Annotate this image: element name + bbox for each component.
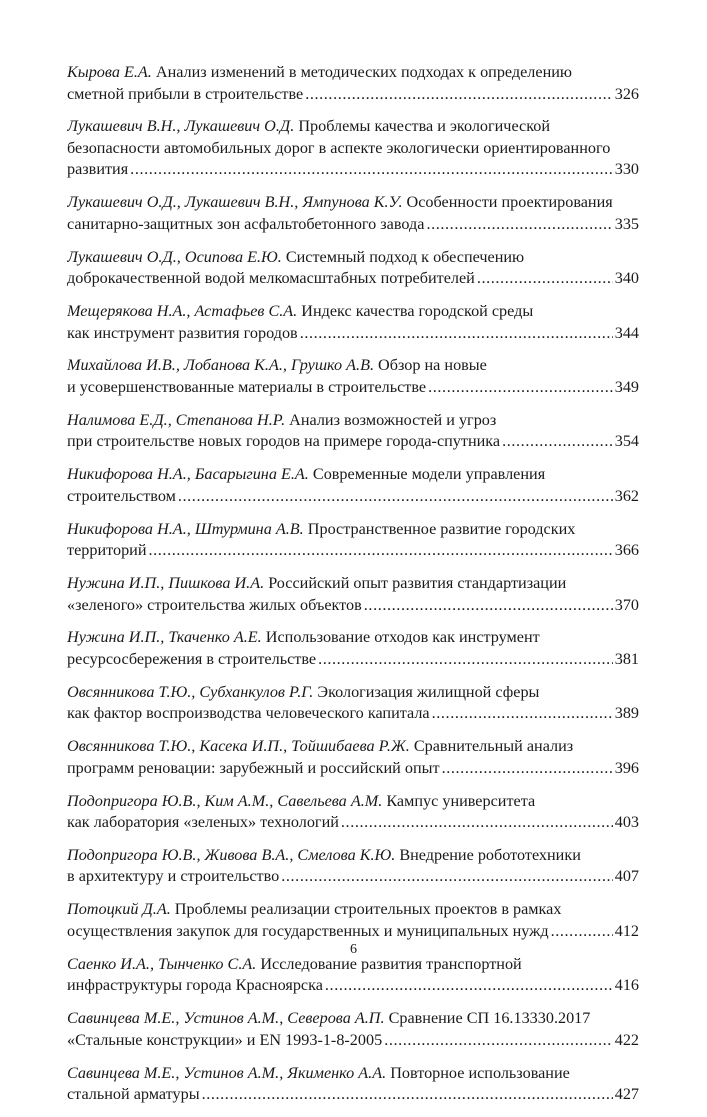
toc-entry-title-part: при строительстве новых городов на примере города-спутника xyxy=(67,432,501,451)
toc-entry-title-part: «Стальные конструкции» и EN 1993-1-8-2005 xyxy=(67,1030,383,1049)
dot-leader xyxy=(281,866,612,888)
toc-entry-page-number: 354 xyxy=(614,432,639,451)
toc-entry xyxy=(67,301,639,344)
toc-entry-text xyxy=(67,268,475,290)
toc-entry-line xyxy=(67,159,639,181)
toc-entry-title-part: Использование отходов как инструмент xyxy=(261,628,540,647)
toc-entry-title-part: Анализ возможностей и угроз xyxy=(285,410,497,429)
toc-entry-page-number: 326 xyxy=(614,84,639,103)
toc-entry-authors: Лукашевич О.Д., Осипова Е.Ю. xyxy=(67,247,282,266)
toc-entry-title-part: Сравнительный анализ xyxy=(409,737,574,756)
toc-entry-text xyxy=(67,323,298,345)
toc-entry-line xyxy=(67,377,639,399)
toc-entry-line xyxy=(67,62,639,84)
toc-entry-authors: Подопригора Ю.В., Ким А.М., Савельева А.М. xyxy=(67,791,383,810)
toc-entry-title-part: ресурсосбережения в строительстве xyxy=(67,649,317,668)
toc-entry-title-part: Особенности проектирования xyxy=(402,193,613,212)
toc-entry-title-part: сметной прибыли в строительстве xyxy=(67,84,304,103)
toc-entry-line xyxy=(67,573,639,595)
toc-entry xyxy=(67,355,639,398)
toc-entry-title-part: безопасности автомобильных дорог в аспекте экологически ориентированного xyxy=(67,138,611,157)
toc-entry-text xyxy=(67,302,533,320)
dot-leader xyxy=(428,377,613,399)
toc-entry-page-number: 335 xyxy=(614,214,639,233)
dot-leader xyxy=(432,703,613,725)
toc-entry xyxy=(67,682,639,725)
dot-leader xyxy=(442,758,613,780)
toc-entry-page-number: 403 xyxy=(614,813,639,832)
toc-entry-title-part: Проблемы качества и экологической xyxy=(294,117,551,136)
toc-entry-authors: Нужина И.П., Ткаченко А.Е. xyxy=(67,628,262,647)
toc-entry-title-part: как фактор воспроизводства человеческого капитала xyxy=(67,704,430,723)
toc-entry-page-number: 422 xyxy=(614,1030,639,1049)
toc-entry-text xyxy=(67,520,575,538)
toc-entry-authors: Никифорова Н.А., Штурмина А.В. xyxy=(67,519,304,538)
dot-leader xyxy=(318,649,613,671)
toc-entry-title-part: как инструмент развития городов xyxy=(67,323,298,342)
toc-entry-line xyxy=(67,1084,639,1106)
toc-entry-line xyxy=(67,1063,639,1085)
toc-entry-title-part: Пространственное развитие городских xyxy=(303,519,576,538)
dot-leader xyxy=(364,595,613,617)
toc-entry-title-part: Сравнение СП 16.13330.2017 xyxy=(384,1009,591,1028)
dot-leader xyxy=(148,540,612,562)
toc-entry-authors: Потоцкий Д.А. xyxy=(67,900,171,919)
toc-entry-line xyxy=(67,845,639,867)
toc-entry-text xyxy=(67,900,561,918)
dot-leader xyxy=(502,431,613,453)
toc-entry xyxy=(67,954,639,997)
toc-entry-title-part: и усовершенствованные материалы в строительстве xyxy=(67,377,427,396)
toc-entry-title-part: стальной арматуры xyxy=(67,1085,200,1104)
dot-leader xyxy=(300,323,613,345)
toc-entry-page-number: 349 xyxy=(614,377,639,396)
toc-entry-line xyxy=(67,627,639,649)
toc-entry-line xyxy=(67,247,639,269)
toc-entry-line xyxy=(67,595,639,617)
toc-entry-text xyxy=(67,1084,200,1106)
toc-entry-authors: Мещерякова Н.А., Астафьев С.А. xyxy=(67,302,298,321)
dot-leader xyxy=(341,812,613,834)
toc-entry-title-part: Исследование развития транспортной xyxy=(256,954,522,973)
toc-entry-text xyxy=(67,649,316,671)
toc-entry-text xyxy=(67,84,303,106)
toc-entry-text xyxy=(67,792,535,810)
toc-entry-page-number: 366 xyxy=(614,541,639,560)
toc-entry-title-part: Внедрение робототехники xyxy=(395,845,581,864)
toc-entry-title-part: инфраструктуры города Красноярска xyxy=(67,976,323,995)
toc-entry-page-number: 344 xyxy=(614,323,639,342)
toc-entry-text xyxy=(67,377,426,399)
toc-entry-page-number: 396 xyxy=(614,758,639,777)
toc-entry-authors: Подопригора Ю.В., Живова В.А., Смелова К.Ю. xyxy=(67,845,396,864)
toc-entry-title-part: Повторное использование xyxy=(386,1063,570,1082)
toc-entry xyxy=(67,573,639,616)
toc-entry-text xyxy=(67,1030,382,1052)
toc-entry-authors: Лукашевич О.Д., Лукашевич В.Н., Ямпунова К.У. xyxy=(67,193,403,212)
toc-entry-page-number: 340 xyxy=(614,269,639,288)
toc-entry-authors: Кырова Е.А. xyxy=(67,63,152,81)
toc-entry-text xyxy=(67,737,573,755)
toc-entry xyxy=(67,62,639,105)
dot-leader xyxy=(130,159,613,181)
toc-entry-text xyxy=(67,356,487,374)
toc-entry-title-part: программ реновации: зарубежный и российский опыт xyxy=(67,758,440,777)
toc-entry xyxy=(67,116,639,181)
toc-entry-authors: Нужина И.П., Пишкова И.А. xyxy=(67,574,265,593)
dot-leader xyxy=(426,214,612,236)
toc-entry-line xyxy=(67,1030,639,1052)
toc-entry-authors: Овсянникова Т.Ю., Касека И.П., Тойшибаева Р.Ж. xyxy=(67,737,410,756)
toc-entry-text xyxy=(67,540,146,562)
toc-entry-title-part: развития xyxy=(67,160,129,179)
toc-entry-authors: Овсянникова Т.Ю., Субханкулов Р.Г. xyxy=(67,682,314,701)
toc-entry-text xyxy=(67,465,545,483)
toc-entry-text xyxy=(67,628,540,646)
toc-entry xyxy=(67,410,639,453)
toc-entry-line xyxy=(67,192,639,214)
toc-entry xyxy=(67,627,639,670)
toc-entry-text xyxy=(67,431,500,453)
toc-entry-line xyxy=(67,649,639,671)
toc-entry-title-part: Экологизация жилищной сферы xyxy=(313,682,540,701)
toc-entry-text xyxy=(67,683,539,701)
toc-entry-line xyxy=(67,899,639,921)
page-number: 6 xyxy=(350,942,357,957)
toc-entry-text xyxy=(67,758,440,780)
toc-entry-title-part: в архитектуру и строительство xyxy=(67,867,280,886)
dot-leader xyxy=(178,486,613,508)
toc-entry-line xyxy=(67,682,639,704)
toc-entry-title-part: Проблемы реализации строительных проектов в рамках xyxy=(170,900,562,919)
toc-entry xyxy=(67,192,639,235)
toc-entry xyxy=(67,1063,639,1106)
toc-entry-title-part: Современные модели управления xyxy=(308,465,546,484)
dot-leader xyxy=(551,921,613,943)
toc-entry-text xyxy=(67,411,496,429)
toc-entry-line xyxy=(67,410,639,432)
toc-entry-line xyxy=(67,866,639,888)
toc-entry-authors: Савинцева М.Е., Устинов А.М., Якименко А.А. xyxy=(67,1063,387,1082)
toc-entry-page-number: 330 xyxy=(614,160,639,179)
toc-entry-line xyxy=(67,431,639,453)
toc-entry-line xyxy=(67,758,639,780)
toc-entry-title-part: «зеленого» строительства жилых объектов xyxy=(67,595,362,614)
toc-entry-text xyxy=(67,921,549,943)
toc-entry-line xyxy=(67,268,639,290)
toc-entry-page-number: 370 xyxy=(614,595,639,614)
toc-entry-text xyxy=(67,214,424,236)
toc-entry-text xyxy=(67,574,566,592)
toc-entry-text xyxy=(67,1064,570,1082)
toc-entry-title-part: Системный подход к обеспечению xyxy=(281,247,525,266)
toc-entry-line xyxy=(67,540,639,562)
toc-entry-line xyxy=(67,486,639,508)
toc-entry-text xyxy=(67,139,610,157)
toc-entry-page-number: 389 xyxy=(614,704,639,723)
toc-entry-line xyxy=(67,1008,639,1030)
toc-entry-line xyxy=(67,464,639,486)
toc-entry-line xyxy=(67,138,639,160)
toc-entry-title-part: санитарно-защитных зон асфальтобетонного завода xyxy=(67,214,425,233)
toc-entry-title-part: как лаборатория «зеленых» технологий xyxy=(67,813,339,832)
toc-entry-page-number: 407 xyxy=(614,867,639,886)
toc-entry-line xyxy=(67,519,639,541)
toc-entry-title-part: Анализ изменений в методических подходах к определению xyxy=(151,63,572,81)
toc-entry-page-number: 416 xyxy=(614,976,639,995)
toc-entry-authors: Михайлова И.В., Лобанова К.А., Грушко А.В. xyxy=(67,356,374,375)
toc-entry-line xyxy=(67,301,639,323)
toc-entry-text xyxy=(67,117,550,135)
toc-entry-title-part: территорий xyxy=(67,541,147,560)
toc-entry-text xyxy=(67,703,430,725)
dot-leader xyxy=(477,268,613,290)
toc-entry-authors: Саенко И.А., Тынченко С.А. xyxy=(67,954,257,973)
toc-entry xyxy=(67,464,639,507)
toc-entry xyxy=(67,1008,639,1051)
dot-leader xyxy=(325,975,613,997)
dot-leader xyxy=(202,1084,613,1106)
dot-leader xyxy=(305,84,613,106)
toc-entry-page-number: 427 xyxy=(614,1085,639,1104)
toc-entry-line xyxy=(67,812,639,834)
toc-entry-line xyxy=(67,736,639,758)
toc-entry xyxy=(67,899,639,942)
toc-entry-title-part: Обзор на новые xyxy=(374,356,487,375)
toc-entry-line xyxy=(67,791,639,813)
toc-entry-text xyxy=(67,975,323,997)
toc-entry-text xyxy=(67,1009,590,1027)
toc-entry-text xyxy=(67,159,128,181)
toc-entry-title-part: строительством xyxy=(67,486,176,505)
toc-entry-text xyxy=(67,866,279,888)
toc-entry-line xyxy=(67,323,639,345)
toc-entry-title-part: Кампус университета xyxy=(382,791,536,810)
toc-entry xyxy=(67,845,639,888)
toc-entry-line xyxy=(67,975,639,997)
table-of-contents xyxy=(67,62,639,1117)
toc-entry-text xyxy=(67,812,339,834)
toc-entry xyxy=(67,519,639,562)
toc-entry-page-number: 381 xyxy=(614,649,639,668)
toc-entry-page-number: 412 xyxy=(614,921,639,940)
toc-entry-line xyxy=(67,355,639,377)
toc-entry-line xyxy=(67,703,639,725)
toc-entry-text xyxy=(67,193,613,211)
dot-leader xyxy=(384,1030,613,1052)
toc-entry-title-part: Индекс качества городской среды xyxy=(297,302,534,321)
toc-entry-text xyxy=(67,486,176,508)
toc-entry xyxy=(67,247,639,290)
toc-entry xyxy=(67,736,639,779)
toc-entry-title-part: Российский опыт развития стандартизации xyxy=(264,574,567,593)
toc-entry-line xyxy=(67,921,639,943)
toc-entry-line xyxy=(67,214,639,236)
toc-entry-text xyxy=(67,595,362,617)
toc-entry-line xyxy=(67,84,639,106)
toc-entry xyxy=(67,791,639,834)
toc-entry-authors: Налимова Е.Д., Степанова Н.Р. xyxy=(67,410,286,429)
toc-entry-authors: Лукашевич В.Н., Лукашевич О.Д. xyxy=(67,117,295,136)
toc-entry-text xyxy=(67,846,581,864)
toc-entry-authors: Никифорова Н.А., Басарыгина Е.А. xyxy=(67,465,309,484)
toc-entry-line xyxy=(67,116,639,138)
toc-entry-page-number: 362 xyxy=(614,486,639,505)
toc-entry-title-part: доброкачественной водой мелкомасштабных потребителей xyxy=(67,269,475,288)
toc-entry-text xyxy=(67,248,524,266)
toc-entry-title-part: осуществления закупок для государственных и муниципальных нужд xyxy=(67,921,549,940)
toc-entry-text xyxy=(67,63,572,81)
toc-entry-authors: Савинцева М.Е., Устинов А.М., Северова А.П. xyxy=(67,1009,385,1028)
